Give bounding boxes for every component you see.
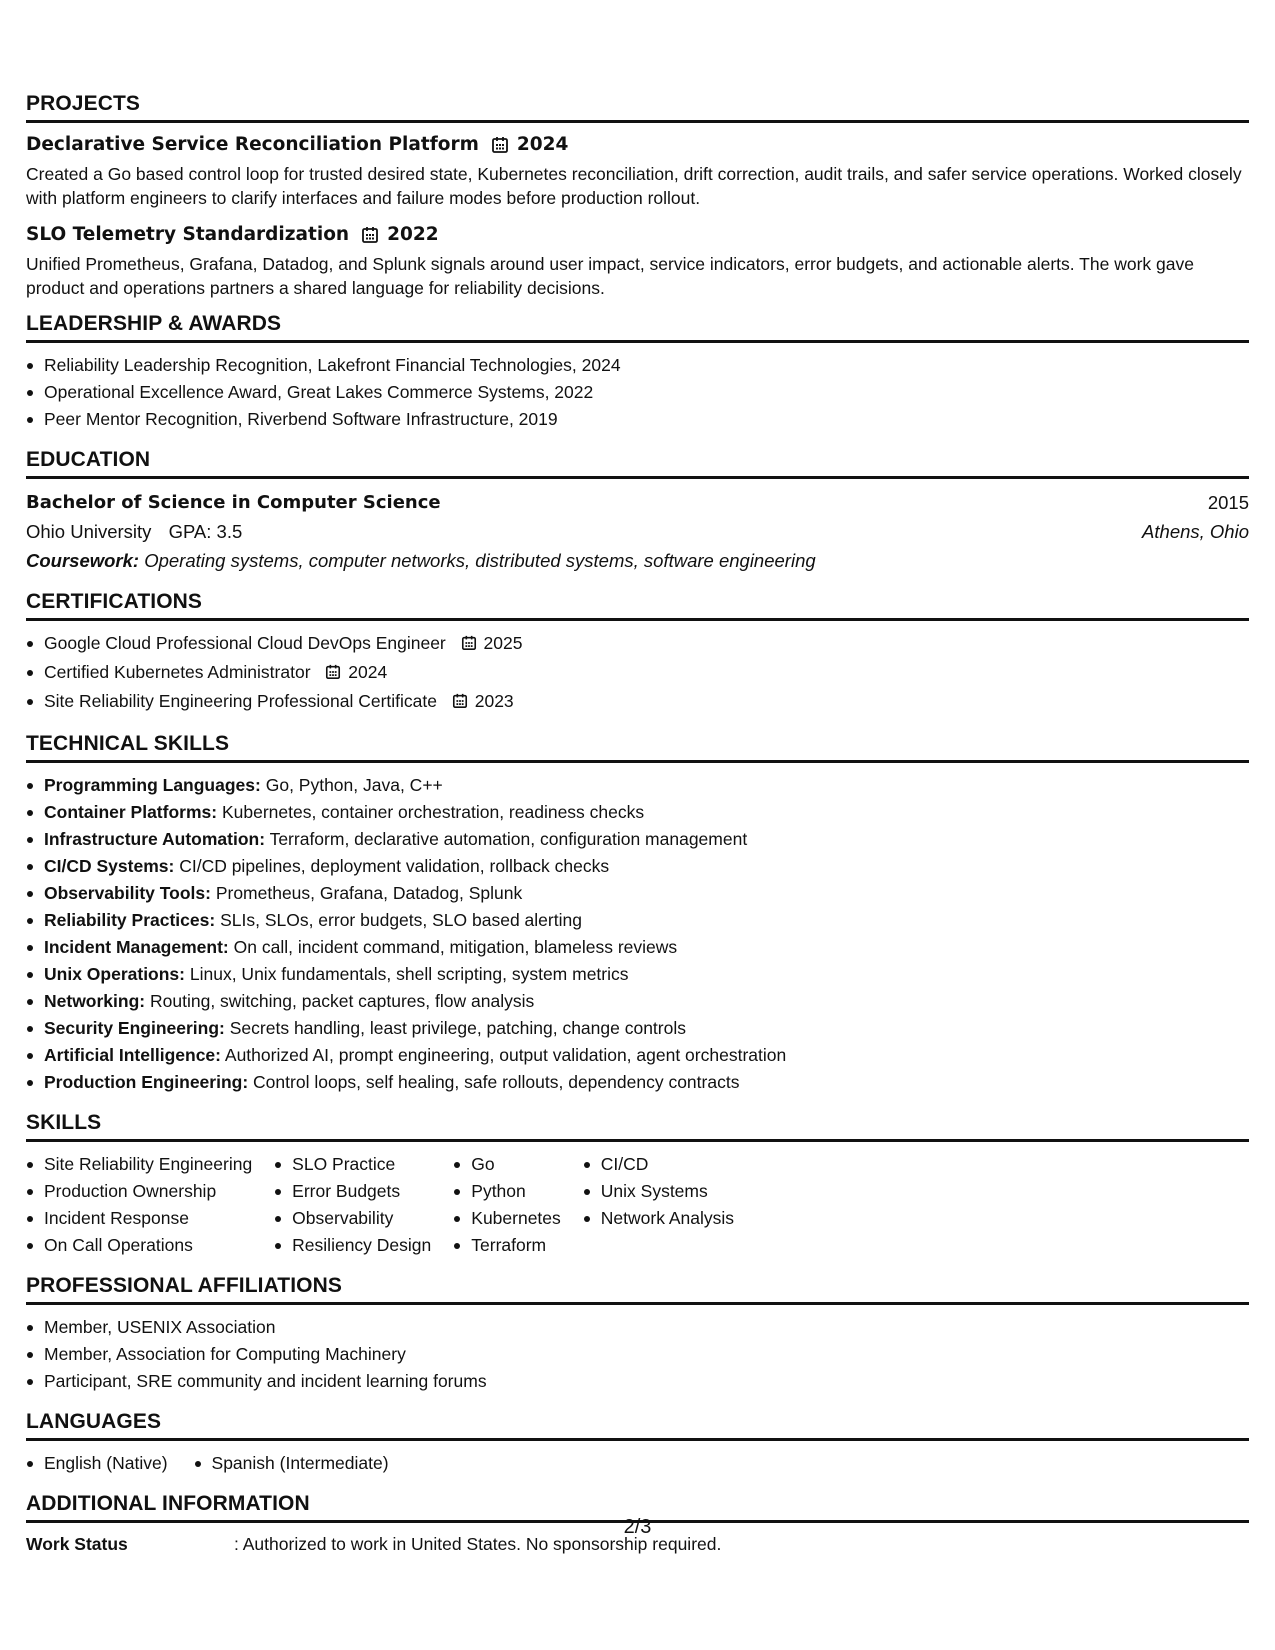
list-item: Unix Systems — [601, 1178, 734, 1205]
skills-heading: SKILLS — [26, 1111, 1249, 1142]
list-item — [44, 853, 1249, 880]
skills-column — [453, 1151, 561, 1259]
list-item: Observability — [292, 1205, 431, 1232]
affiliations-heading: PROFESSIONAL AFFILIATIONS — [26, 1274, 1249, 1305]
affiliations-list — [26, 1314, 1249, 1395]
certification-item — [44, 688, 1249, 717]
skill-label: CI/CD Systems: — [44, 856, 175, 876]
certification-name: Site Reliability Engineering Professional Certificate — [44, 691, 437, 711]
list-item — [44, 1069, 1249, 1096]
list-item: Operational Excellence Award, Great Lakes Commerce Systems, 2022 — [44, 379, 1249, 406]
list-item: Reliability Leadership Recognition, Lakefront Financial Technologies, 2024 — [44, 352, 1249, 379]
skill-label: Programming Languages: — [44, 775, 261, 795]
list-item: SLO Practice — [292, 1151, 431, 1178]
gpa: GPA: 3.5 — [168, 521, 243, 542]
project-description: Unified Prometheus, Grafana, Datadog, and Splunk signals around user impact, service indicators, error budgets, and actionable alerts. The work gave product and operations partners a shared language for reliability decisions. — [26, 254, 1194, 298]
list-item: CI/CD — [601, 1151, 734, 1178]
education-section — [26, 448, 1249, 590]
skill-value: Secrets handling, least privilege, patching, change controls — [229, 1018, 686, 1038]
project-item — [26, 132, 1249, 210]
skill-label: Unix Operations: — [44, 964, 185, 984]
certification-name: Google Cloud Professional Cloud DevOps Engineer — [44, 633, 446, 653]
list-item: Resiliency Design — [292, 1232, 431, 1259]
resume-page — [26, 92, 1249, 1556]
list-item: On Call Operations — [44, 1232, 252, 1259]
list-item — [44, 907, 1249, 934]
degree-title: Bachelor of Science in Computer Science — [26, 492, 441, 513]
skill-label: Artificial Intelligence: — [44, 1045, 221, 1065]
certification-year: 2024 — [348, 662, 388, 682]
skill-value: Prometheus, Grafana, Datadog, Splunk — [215, 883, 523, 903]
skills-column — [274, 1151, 431, 1259]
certifications-list — [26, 630, 1249, 717]
list-item: Member, USENIX Association — [44, 1314, 1249, 1341]
list-item — [44, 988, 1249, 1015]
skill-label: Incident Management: — [44, 937, 229, 957]
list-item: Error Budgets — [292, 1178, 431, 1205]
project-title: Declarative Service Reconciliation Platform — [26, 134, 479, 155]
list-item: Production Ownership — [44, 1178, 252, 1205]
skill-value: Kubernetes, container orchestration, readiness checks — [221, 802, 645, 822]
list-item: Kubernetes — [471, 1205, 561, 1232]
leadership-section — [26, 312, 1249, 448]
leadership-list — [26, 352, 1249, 433]
list-item — [44, 1015, 1249, 1042]
skill-value: Terraform, declarative automation, configuration management — [269, 829, 748, 849]
skill-value: Linux, Unix fundamentals, shell scripting, system metrics — [189, 964, 629, 984]
certification-item — [44, 659, 1249, 688]
school-name: Ohio University — [26, 521, 152, 542]
skill-value: Control loops, self healing, safe rollouts, dependency contracts — [253, 1072, 740, 1092]
project-year: 2022 — [387, 224, 439, 245]
leadership-heading: LEADERSHIP & AWARDS — [26, 312, 1249, 343]
list-item: Peer Mentor Recognition, Riverbend Software Infrastructure, 2019 — [44, 406, 1249, 433]
languages-heading: LANGUAGES — [26, 1410, 1249, 1441]
skill-value: Authorized AI, prompt engineering, output validation, agent orchestration — [224, 1045, 787, 1065]
skills-column — [583, 1151, 734, 1259]
list-item — [44, 961, 1249, 988]
skills-section — [26, 1111, 1249, 1274]
languages-list — [26, 1450, 168, 1477]
languages-section — [26, 1410, 1249, 1492]
calendar-icon — [452, 690, 468, 717]
skill-label: Networking: — [44, 991, 146, 1011]
list-item: Go — [471, 1151, 561, 1178]
skill-value: Routing, switching, packet captures, flow analysis — [150, 991, 535, 1011]
skills-column — [26, 1151, 252, 1259]
list-item — [44, 1042, 1249, 1069]
list-item — [44, 772, 1249, 799]
list-item — [44, 826, 1249, 853]
technical-skills-section — [26, 732, 1249, 1111]
skill-label: Container Platforms: — [44, 802, 218, 822]
skill-value: Go, Python, Java, C++ — [265, 775, 443, 795]
project-title: SLO Telemetry Standardization — [26, 224, 350, 245]
list-item: Site Reliability Engineering — [44, 1151, 252, 1178]
list-item: Participant, SRE community and incident learning forums — [44, 1368, 1249, 1395]
list-item: Member, Association for Computing Machinery — [44, 1341, 1249, 1368]
affiliations-section — [26, 1274, 1249, 1410]
certification-item — [44, 630, 1249, 659]
coursework-list: Operating systems, computer networks, distributed systems, software engineering — [144, 550, 816, 571]
list-item: Python — [471, 1178, 561, 1205]
calendar-icon — [491, 136, 509, 154]
list-item: Incident Response — [44, 1205, 252, 1232]
work-status-label: Work Status — [26, 1534, 128, 1554]
project-item — [26, 222, 1249, 300]
skill-label: Reliability Practices: — [44, 910, 216, 930]
certification-year: 2025 — [483, 633, 523, 653]
technical-skills-list — [26, 772, 1249, 1096]
list-item — [44, 934, 1249, 961]
certifications-heading: CERTIFICATIONS — [26, 590, 1249, 621]
work-status-value: : Authorized to work in United States. No sponsorship required. — [234, 1534, 722, 1554]
certification-name: Certified Kubernetes Administrator — [44, 662, 311, 682]
projects-heading: PROJECTS — [26, 92, 1249, 123]
calendar-icon — [325, 661, 341, 688]
list-item — [44, 880, 1249, 907]
skill-value: CI/CD pipelines, deployment validation, rollback checks — [179, 856, 610, 876]
projects-section — [26, 92, 1249, 300]
page-number: 2/3 — [623, 1516, 652, 1538]
calendar-icon — [361, 226, 379, 244]
project-description: Created a Go based control loop for trusted desired state, Kubernetes reconciliation, drift correction, audit trails, and safer service operations. Worked closely with platform engineers to clarify interfaces and failure modes before production rollout. — [26, 164, 1242, 208]
certifications-section — [26, 590, 1249, 732]
skill-value: On call, incident command, mitigation, blameless reviews — [233, 937, 678, 957]
coursework-label: Coursework: — [26, 550, 140, 571]
technical-skills-heading: TECHNICAL SKILLS — [26, 732, 1249, 763]
school-location: Athens, Ohio — [1142, 521, 1249, 542]
certification-year: 2023 — [474, 691, 514, 711]
list-item: Terraform — [471, 1232, 561, 1259]
skill-label: Observability Tools: — [44, 883, 211, 903]
skill-label: Infrastructure Automation: — [44, 829, 266, 849]
list-item: Network Analysis — [601, 1205, 734, 1232]
calendar-icon — [461, 632, 477, 659]
project-year: 2024 — [516, 134, 569, 155]
list-item: English (Native) — [44, 1450, 168, 1477]
education-heading: EDUCATION — [26, 448, 1249, 479]
skill-label: Production Engineering: — [44, 1072, 249, 1092]
additional-heading: ADDITIONAL INFORMATION — [26, 1492, 1249, 1523]
list-item: Spanish (Intermediate) — [212, 1450, 389, 1477]
languages-list — [194, 1450, 389, 1477]
list-item — [44, 799, 1249, 826]
skill-label: Security Engineering: — [44, 1018, 225, 1038]
skill-value: SLIs, SLOs, error budgets, SLO based alerting — [220, 910, 582, 930]
graduation-year: 2015 — [1207, 492, 1249, 513]
